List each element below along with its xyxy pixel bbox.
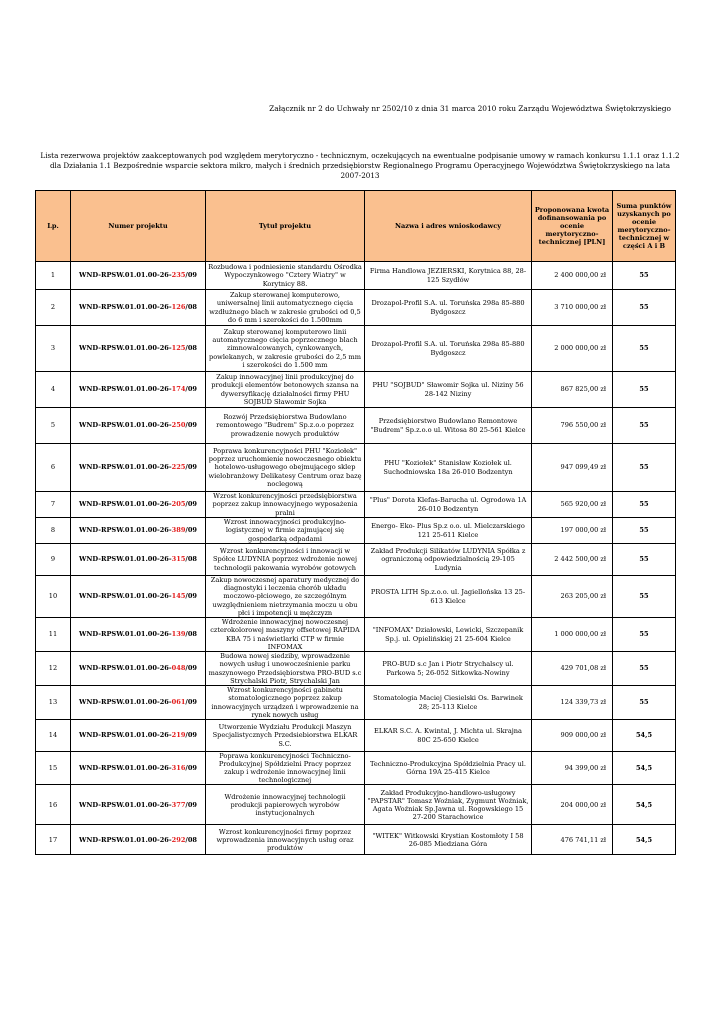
project-number — [71, 518, 206, 544]
table-row — [36, 686, 676, 720]
score-total: 55 — [613, 372, 676, 408]
applicant-name-address: PROSTA LITH Sp.z.o.o. ul. Jagiellońska 13 25-613 Kielce — [365, 576, 532, 618]
score-total: 54,5 — [613, 752, 676, 785]
table-row — [36, 444, 676, 492]
applicant-name-address: PHU "Koziołek" Stanisław Koziołek ul. Suchodniowska 18a 26-010 Bodzentyn — [365, 444, 532, 492]
project-number-year: /09 — [185, 385, 197, 394]
project-number-year: /09 — [185, 463, 197, 472]
project-number — [71, 262, 206, 290]
reserve-projects-table — [35, 190, 676, 855]
project-number-prefix: WND-RPSW.01.01.00-26- — [78, 271, 172, 280]
score-total: 54,5 — [613, 825, 676, 855]
funding-amount: 2 442 500,00 zł — [532, 544, 613, 576]
project-title: Rozbudowa i podniesienie standardu Ośrodka Wypoczynkowego "Cztery Wiatry" w Korytnicy 88. — [206, 262, 365, 290]
row-lp: 9 — [36, 544, 71, 576]
row-lp: 15 — [36, 752, 71, 785]
applicant-name-address: Techniczno-Produkcyjna Spółdzielnia Pracy ul. Górna 19A 25-415 Kielce — [365, 752, 532, 785]
project-number — [71, 576, 206, 618]
funding-amount: 204 000,00 zł — [532, 785, 613, 825]
project-number-suffix: 250 — [171, 421, 186, 430]
project-number-prefix: WND-RPSW.01.01.00-26- — [78, 764, 172, 773]
funding-amount: 476 741,11 zł — [532, 825, 613, 855]
project-title: Zakup innowacyjnej linii produkcyjnej do produkcji elementów betonowych szansa na dywersyfikację działalności firmy PHU SOJBUD Sławomir Sojka — [206, 372, 365, 408]
project-number-year: /08 — [185, 835, 197, 844]
project-number-suffix: 205 — [171, 500, 186, 509]
project-number-year: /09 — [185, 421, 197, 430]
project-number — [71, 825, 206, 855]
project-number-suffix: 315 — [171, 555, 186, 564]
score-total: 55 — [613, 444, 676, 492]
score-total: 55 — [613, 544, 676, 576]
project-number — [71, 720, 206, 752]
funding-amount: 796 550,00 zł — [532, 408, 613, 444]
project-number-prefix: WND-RPSW.01.01.00-26- — [78, 630, 172, 639]
applicant-name-address: Firma Handlowa JEZIERSKI, Korytnica 88, 28-125 Szydłów — [365, 262, 532, 290]
row-lp: 3 — [36, 326, 71, 372]
project-title: Wzrost konkurencyjności przedsiębiorstwa poprzez zakup innowacyjnego wyposażenia pralni — [206, 492, 365, 518]
project-number-prefix: WND-RPSW.01.01.00-26- — [78, 344, 172, 353]
project-number-suffix: 145 — [171, 592, 186, 601]
funding-amount: 2 000 000,00 zł — [532, 326, 613, 372]
col-header-project-number: Numer projektu — [71, 191, 206, 262]
table-row — [36, 576, 676, 618]
project-number-prefix: WND-RPSW.01.01.00-26- — [78, 800, 172, 809]
project-number-year: /08 — [185, 630, 197, 639]
project-number-suffix: 235 — [171, 271, 186, 280]
table-row — [36, 492, 676, 518]
project-title: Wzrost innowacyjności produkcyjno-logistycznej w firmie zajmującej się gospodarką odpadami — [206, 518, 365, 544]
project-number-year: /08 — [185, 555, 197, 564]
project-number-year: /09 — [185, 592, 197, 601]
project-title: Poprawa konkurencyjności PHU "Koziołek" poprzez uruchomienie nowoczesnego obiektu hotelowo-usługowego obejmującego sklep wielobranżowy Delikatesy Centrum oraz bazę noclegową — [206, 444, 365, 492]
row-lp: 11 — [36, 618, 71, 652]
table-row — [36, 262, 676, 290]
project-number-suffix: 225 — [171, 463, 186, 472]
score-total: 55 — [613, 492, 676, 518]
funding-amount: 867 825,00 zł — [532, 372, 613, 408]
project-number-prefix: WND-RPSW.01.01.00-26- — [78, 463, 172, 472]
funding-amount: 565 920,00 zł — [532, 492, 613, 518]
funding-amount: 2 400 000,00 zł — [532, 262, 613, 290]
applicant-name-address: "Plus" Dorota Klefas-Barucha ul. Ogrodowa 1A 26-010 Bodzentyn — [365, 492, 532, 518]
table-row — [36, 544, 676, 576]
project-number-suffix: 389 — [171, 526, 186, 535]
table-row — [36, 518, 676, 544]
score-total: 55 — [613, 618, 676, 652]
project-title: Wzrost konkurencyjności i innowacji w Spółce LUDYNIA poprzez wdrożenie nowej technologii pakowania wyrobów gotowych — [206, 544, 365, 576]
applicant-name-address: ELKAR S.C. A. Kwintal, J. Michta ul. Skrajna 80C 25-650 Kielce — [365, 720, 532, 752]
row-lp: 7 — [36, 492, 71, 518]
funding-amount: 429 701,08 zł — [532, 652, 613, 686]
project-number-suffix: 126 — [171, 303, 186, 312]
row-lp: 16 — [36, 785, 71, 825]
project-number — [71, 372, 206, 408]
project-number-suffix: 174 — [171, 385, 186, 394]
project-number-prefix: WND-RPSW.01.01.00-26- — [78, 303, 172, 312]
applicant-name-address: Zakład Produkcji Silikatów LUDYNIA Spółka z ograniczoną odpowiedzialnością 29-105 Ludynia — [365, 544, 532, 576]
row-lp: 2 — [36, 290, 71, 326]
project-number — [71, 686, 206, 720]
project-number — [71, 752, 206, 785]
project-number-year: /09 — [185, 526, 197, 535]
project-title: Budowa nowej siedziby, wprowadzenie nowych usług i unowocześnienie parku maszynowego Przedsiębiorstwa PRO-BUD s.c Strychalski Piotr, Strychalski Jan — [206, 652, 365, 686]
applicant-name-address: PRO-BUD s.c Jan i Piotr Strychalscy ul. Parkowa 5; 26-052 Sitkowka-Nowiny — [365, 652, 532, 686]
funding-amount: 947 099,49 zł — [532, 444, 613, 492]
table-row — [36, 652, 676, 686]
project-title: Wzrost konkurencyjności firmy poprzez wprowadzenia innowacyjnych usług oraz produktów — [206, 825, 365, 855]
funding-amount: 3 710 000,00 zł — [532, 290, 613, 326]
score-total: 55 — [613, 652, 676, 686]
applicant-name-address: PHU "SOJBUD" Sławomir Sojka ul. Niziny 56 28-142 Niziny — [365, 372, 532, 408]
project-number — [71, 544, 206, 576]
score-total: 55 — [613, 518, 676, 544]
row-lp: 1 — [36, 262, 71, 290]
project-title: Wdrożenie innowacyjnej nowoczesnej czterokolorowej maszyny offsetowej RAPIDA KBA 75 i naświetlarki CTP w firmie INFOMAX — [206, 618, 365, 652]
funding-amount: 1 000 000,00 zł — [532, 618, 613, 652]
col-header-amount: Proponowana kwota dofinansowania po ocenie merytoryczno-technicznej [PLN] — [532, 191, 613, 262]
project-number-year: /09 — [185, 664, 197, 673]
row-lp: 8 — [36, 518, 71, 544]
project-number-year: /09 — [185, 764, 197, 773]
project-number — [71, 444, 206, 492]
applicant-name-address: Zakład Produkcyjno-handlowo-usługowy "PAPSTAR" Tomasz Woźniak, Zygmunt Woźniak, Agata Woźniak Sp.Jawna ul. Rogowskiego 15 27-200 Starachowice — [365, 785, 532, 825]
row-lp: 13 — [36, 686, 71, 720]
project-number-prefix: WND-RPSW.01.01.00-26- — [78, 664, 172, 673]
project-number-suffix: 219 — [171, 731, 186, 740]
funding-amount: 94 399,00 zł — [532, 752, 613, 785]
project-number — [71, 652, 206, 686]
applicant-name-address: "INFOMAX" Działowski, Lewicki, Szczepanik Sp.j. ul. Opielińskiej 21 25-604 Kielce — [365, 618, 532, 652]
row-lp: 10 — [36, 576, 71, 618]
applicant-name-address: Stomatologia Maciej Ciesielski Os. Barwinek 28; 25-113 Kielce — [365, 686, 532, 720]
score-total: 55 — [613, 576, 676, 618]
project-number-prefix: WND-RPSW.01.01.00-26- — [78, 592, 172, 601]
score-total: 55 — [613, 290, 676, 326]
project-number — [71, 326, 206, 372]
project-number-year: /09 — [185, 731, 197, 740]
project-number-year: /08 — [185, 303, 197, 312]
applicant-name-address: Drozapol-Profil S.A. ul. Toruńska 298a 85-880 Bydgoszcz — [365, 290, 532, 326]
table-row — [36, 408, 676, 444]
project-title: Wdrożenie innowacyjnej technologii produkcji papierowych wyrobów instytucjonalnych — [206, 785, 365, 825]
funding-amount: 197 000,00 zł — [532, 518, 613, 544]
score-total: 54,5 — [613, 785, 676, 825]
project-title: Zakup nowoczesnej aparatury medycznej do diagnostyki i leczenia chorób układu moczowo-płciowego, ze szczególnym uwzględnieniem nietrzymania moczu u obu płci i impotencji u mężczyzn — [206, 576, 365, 618]
project-number-suffix: 125 — [171, 344, 186, 353]
project-number — [71, 408, 206, 444]
project-number-prefix: WND-RPSW.01.01.00-26- — [78, 555, 172, 564]
project-title: Poprawa konkurencyjności Techniczno-Produkcyjnej Spółdzielni Pracy poprzez zakup i wdrożenie innowacyjnej linii technologicznej — [206, 752, 365, 785]
project-title: Rozwój Przedsiębiorstwa Budowlano remontowego "Budrem" Sp.z.o.o poprzez prowadzenie nowych produktów — [206, 408, 365, 444]
project-number-suffix: 292 — [171, 835, 186, 844]
score-total: 55 — [613, 262, 676, 290]
project-number-prefix: WND-RPSW.01.01.00-26- — [78, 421, 172, 430]
project-number-suffix: 377 — [171, 800, 186, 809]
table-row — [36, 326, 676, 372]
row-lp: 4 — [36, 372, 71, 408]
applicant-name-address: Drozapol-Profil S.A. ul. Toruńska 298a 85-880 Bydgoszcz — [365, 326, 532, 372]
project-number-prefix: WND-RPSW.01.01.00-26- — [78, 731, 172, 740]
project-title: Zakup sterowanej komputerowo, uniwersalnej linii automatycznego cięcia wzdłużnego blach w zakresie grubości od 0,5 do 6 mm i szerokości do 1.500mm — [206, 290, 365, 326]
project-number — [71, 618, 206, 652]
attachment-note: Załącznik nr 2 do Uchwały nr 2502/10 z dnia 31 marca 2010 roku Zarządu Województwa Świętokrzyskiego — [269, 104, 671, 113]
project-number — [71, 492, 206, 518]
project-number-prefix: WND-RPSW.01.01.00-26- — [78, 698, 172, 707]
col-header-lp: Lp. — [36, 191, 71, 262]
row-lp: 14 — [36, 720, 71, 752]
col-header-project-title: Tytuł projektu — [206, 191, 365, 262]
applicant-name-address: "WITEK" Witkowski Krystian Kostomłoty I 58 26-085 Miedziana Góra — [365, 825, 532, 855]
score-total: 55 — [613, 408, 676, 444]
row-lp: 6 — [36, 444, 71, 492]
score-total: 55 — [613, 326, 676, 372]
project-number-year: /09 — [185, 271, 197, 280]
applicant-name-address: Przedsiębiorstwo Budowlano Remontowe "Budrem" Sp.z.o.o ul. Witosa 80 25-561 Kielce — [365, 408, 532, 444]
table-row — [36, 752, 676, 785]
project-number-year: /09 — [185, 698, 197, 707]
project-number-suffix: 061 — [171, 698, 186, 707]
score-total: 55 — [613, 686, 676, 720]
document-intro: Lista rezerwowa projektów zaakceptowanych pod względem merytoryczno - technicznym, oczekujących na ewentualne podpisanie umowy w ramach konkursu 1.1.1 oraz 1.1.2 dla Działania 1.1 Bezpośrednie wsparcie sektora mikro, małych i średnich przedsiębiorstw Regionalnego Programu Operacyjnego Województwa Świętokrzyskiego na lata 2007-2013 — [40, 151, 680, 180]
project-number-suffix: 316 — [171, 764, 186, 773]
table-row — [36, 785, 676, 825]
project-number-year: /09 — [185, 500, 197, 509]
table-row — [36, 372, 676, 408]
col-header-applicant: Nazwa i adres wnioskodawcy — [365, 191, 532, 262]
funding-amount: 263 205,00 zł — [532, 576, 613, 618]
table-row — [36, 290, 676, 326]
table-row — [36, 825, 676, 855]
project-number-year: /09 — [185, 800, 197, 809]
project-number-suffix: 048 — [171, 664, 186, 673]
table-row — [36, 720, 676, 752]
score-total: 54,5 — [613, 720, 676, 752]
project-number — [71, 785, 206, 825]
table-header-row — [36, 191, 676, 262]
project-title: Utworzenie Wydziału Produkcji Maszyn Specjalistycznych Przedsiebiorstwa ELKAR S.C. — [206, 720, 365, 752]
row-lp: 12 — [36, 652, 71, 686]
project-number-year: /08 — [185, 344, 197, 353]
project-number-prefix: WND-RPSW.01.01.00-26- — [78, 835, 172, 844]
project-number-suffix: 139 — [171, 630, 186, 639]
project-number-prefix: WND-RPSW.01.01.00-26- — [78, 526, 172, 535]
col-header-score: Suma punktów uzyskanych po ocenie merytoryczno-technicznej w części A i B — [613, 191, 676, 262]
project-number-prefix: WND-RPSW.01.01.00-26- — [78, 500, 172, 509]
funding-amount: 909 000,00 zł — [532, 720, 613, 752]
project-number — [71, 290, 206, 326]
row-lp: 5 — [36, 408, 71, 444]
project-title: Zakup sterowanej komputerowo linii automatycznego cięcia poprzecznego blach zimnowalcowanych, cynkowanych, powlekanych, w zakresie grubości do 2,5 mm i szerokości do 1.500 mm — [206, 326, 365, 372]
applicant-name-address: Energo- Eko- Plus Sp.z o.o. ul. Mielczarskiego 121 25-611 Kielce — [365, 518, 532, 544]
project-title: Wzrost konkurencyjności gabinetu stomatologicznego poprzez zakup innowacyjnych urządzeń i wprowadzenie na rynek nowych usług — [206, 686, 365, 720]
row-lp: 17 — [36, 825, 71, 855]
funding-amount: 124 339,73 zł — [532, 686, 613, 720]
project-number-prefix: WND-RPSW.01.01.00-26- — [78, 385, 172, 394]
table-row — [36, 618, 676, 652]
